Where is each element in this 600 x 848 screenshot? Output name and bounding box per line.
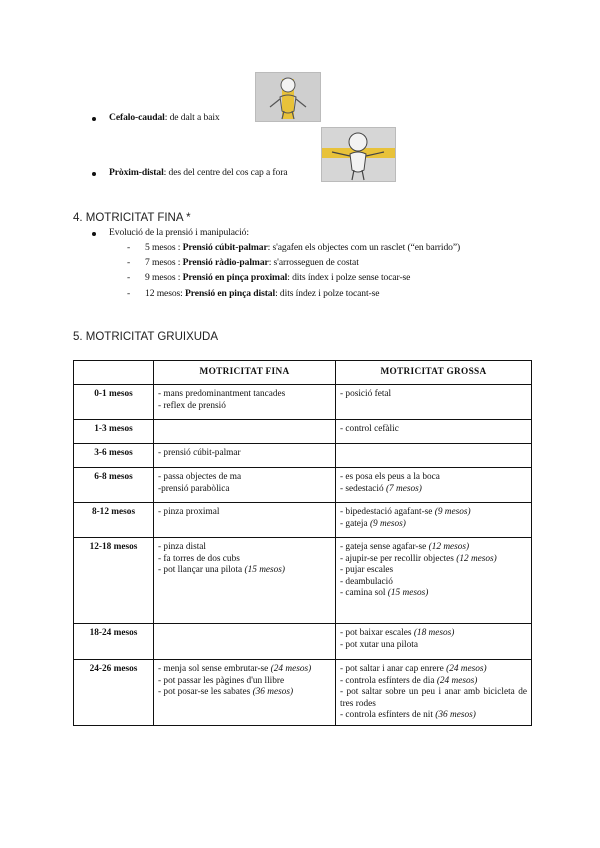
age-cell: 24-26 mesos — [74, 660, 154, 726]
age-cell: 12-18 mesos — [74, 538, 154, 624]
grossa-cell — [336, 468, 532, 503]
age-cell: 8-12 mesos — [74, 503, 154, 538]
prensio-item — [145, 288, 379, 299]
table-row — [74, 503, 532, 538]
baby-arms-figure-icon — [322, 128, 395, 181]
bullet-text: : de dalt a baix — [164, 112, 220, 123]
cefalo-caudal-figure — [255, 72, 321, 122]
section-4-heading: 4. MOTRICITAT FINA * — [73, 212, 191, 224]
fina-cell — [154, 385, 336, 420]
fina-cell — [154, 624, 336, 660]
cell-line: - mans predominantment tancades — [158, 389, 286, 399]
grossa-cell — [336, 624, 532, 660]
dash: - — [127, 242, 131, 253]
header-cell-grossa: MOTRICITAT GROSSA — [336, 361, 532, 385]
prensio-item — [145, 272, 410, 283]
cell-line: - deambulació — [340, 576, 393, 587]
cell-line: - passa objectes de ma — [158, 472, 242, 482]
cell-line: - controla esfínters de dia (24 mesos) — [340, 675, 478, 686]
bullet-proxim-distal — [109, 167, 287, 178]
fina-cell — [154, 468, 336, 503]
cell-line: - pot baixar escales (18 mesos) — [340, 628, 455, 638]
item-prefix: 12 mesos: — [145, 288, 186, 299]
cell-line: - pot llançar una pilota (15 mesos) — [158, 565, 286, 575]
header-cell-age — [74, 361, 154, 385]
item-prefix: 7 mesos : — [145, 257, 183, 268]
dash: - — [127, 257, 131, 268]
header-cell-fina: MOTRICITAT FINA — [154, 361, 336, 385]
grossa-cell — [336, 660, 532, 726]
table-row — [74, 444, 532, 468]
proxim-distal-figure — [321, 127, 396, 182]
fina-cell — [154, 538, 336, 624]
grossa-cell — [336, 444, 532, 468]
grossa-cell — [336, 420, 532, 444]
table-row — [74, 468, 532, 503]
cell-line: - pinza distal — [158, 542, 207, 552]
dash: - — [127, 272, 131, 283]
cell-line: - menja sol sense embrutar-se (24 mesos) — [158, 664, 312, 674]
item-term: Prensió ràdio-palmar — [182, 257, 269, 268]
item-term: Prensió en pinça proximal — [182, 272, 288, 283]
table-row — [74, 538, 532, 624]
item-text: : s'arrosseguen de costat — [268, 257, 359, 268]
cell-line: - sedestació (7 mesos) — [340, 483, 422, 494]
bullet-dot — [92, 232, 96, 236]
cell-line: - pot posar-se les sabates (36 mesos) — [158, 687, 294, 697]
age-cell: 18-24 mesos — [74, 624, 154, 660]
cell-line: - pot passar les pàgines d'un llibre — [158, 675, 285, 686]
item-text: : dits índex i polze sense tocar-se — [287, 272, 411, 283]
age-cell: 0-1 mesos — [74, 385, 154, 420]
item-term: Prensió en pinça distal — [185, 288, 276, 299]
baby-figure-icon — [256, 73, 320, 121]
cell-line: - fa torres de dos cubs — [158, 553, 240, 564]
item-term: Prensió cúbit-palmar — [182, 242, 268, 253]
motricitat-table — [73, 360, 532, 726]
prensio-item — [145, 257, 359, 268]
fina-cell — [154, 503, 336, 538]
cell-line: - pot xutar una pilota — [340, 639, 418, 650]
table-header-row — [74, 361, 532, 385]
bullet-term: Pròxim-distal — [109, 167, 164, 178]
cell-line: - posició fetal — [340, 389, 392, 399]
cell-line: - camina sol (15 mesos) — [340, 588, 429, 598]
grossa-cell — [336, 538, 532, 624]
cell-line: - es posa els peus a la boca — [340, 472, 440, 482]
bullet-text: : des del centre del cos cap a fora — [163, 167, 288, 178]
cell-line: - control cefàlic — [340, 424, 399, 434]
fina-cell — [154, 660, 336, 726]
section-5-heading: 5. MOTRICITAT GRUIXUDA — [73, 331, 219, 343]
cell-line: - pot saltar sobre un peu i anar amb bicicleta de tres rodes — [340, 687, 527, 709]
grossa-cell — [336, 385, 532, 420]
cell-line: - gateja (9 mesos) — [340, 518, 406, 529]
cell-line: - gateja sense agafar-se (12 mesos) — [340, 542, 470, 552]
cell-line: -prensió parabòlica — [158, 483, 230, 494]
item-text: : s'agafen els objectes com un rasclet (“en barrido”) — [267, 242, 461, 253]
fina-cell — [154, 420, 336, 444]
age-cell: 1-3 mesos — [74, 420, 154, 444]
cell-line: - prensió cúbit-palmar — [158, 448, 241, 458]
bullet-term: Cefalo-caudal — [109, 112, 165, 123]
cell-line: - controla esfínters de nit (36 mesos) — [340, 710, 476, 720]
section-4-bullet: Evolució de la prensió i manipulació: — [109, 227, 249, 238]
fina-cell — [154, 444, 336, 468]
age-cell: 6-8 mesos — [74, 468, 154, 503]
cell-line: - reflex de prensió — [158, 400, 226, 411]
item-prefix: 5 mesos : — [145, 242, 183, 253]
table-row — [74, 420, 532, 444]
age-cell: 3-6 mesos — [74, 444, 154, 468]
item-text: : dits índez i polze tocant-se — [275, 288, 380, 299]
cell-line: - pot saltar i anar cap enrere (24 mesos) — [340, 664, 487, 674]
prensio-item — [145, 242, 460, 253]
grossa-cell — [336, 503, 532, 538]
bullet-dot — [92, 172, 96, 176]
cell-line: - ajupir-se per recollir objectes (12 mesos) — [340, 553, 497, 564]
cell-line: - pujar escales — [340, 565, 394, 575]
table-row — [74, 385, 532, 420]
table-row — [74, 624, 532, 660]
item-prefix: 9 mesos : — [145, 272, 183, 283]
cell-line: - pinza proximal — [158, 507, 220, 517]
table-row — [74, 660, 532, 726]
cell-line: - bipedestació agafant-se (9 mesos) — [340, 507, 471, 517]
bullet-cefalo-caudal — [109, 112, 220, 123]
bullet-dot — [92, 117, 96, 121]
dash: - — [127, 288, 131, 299]
